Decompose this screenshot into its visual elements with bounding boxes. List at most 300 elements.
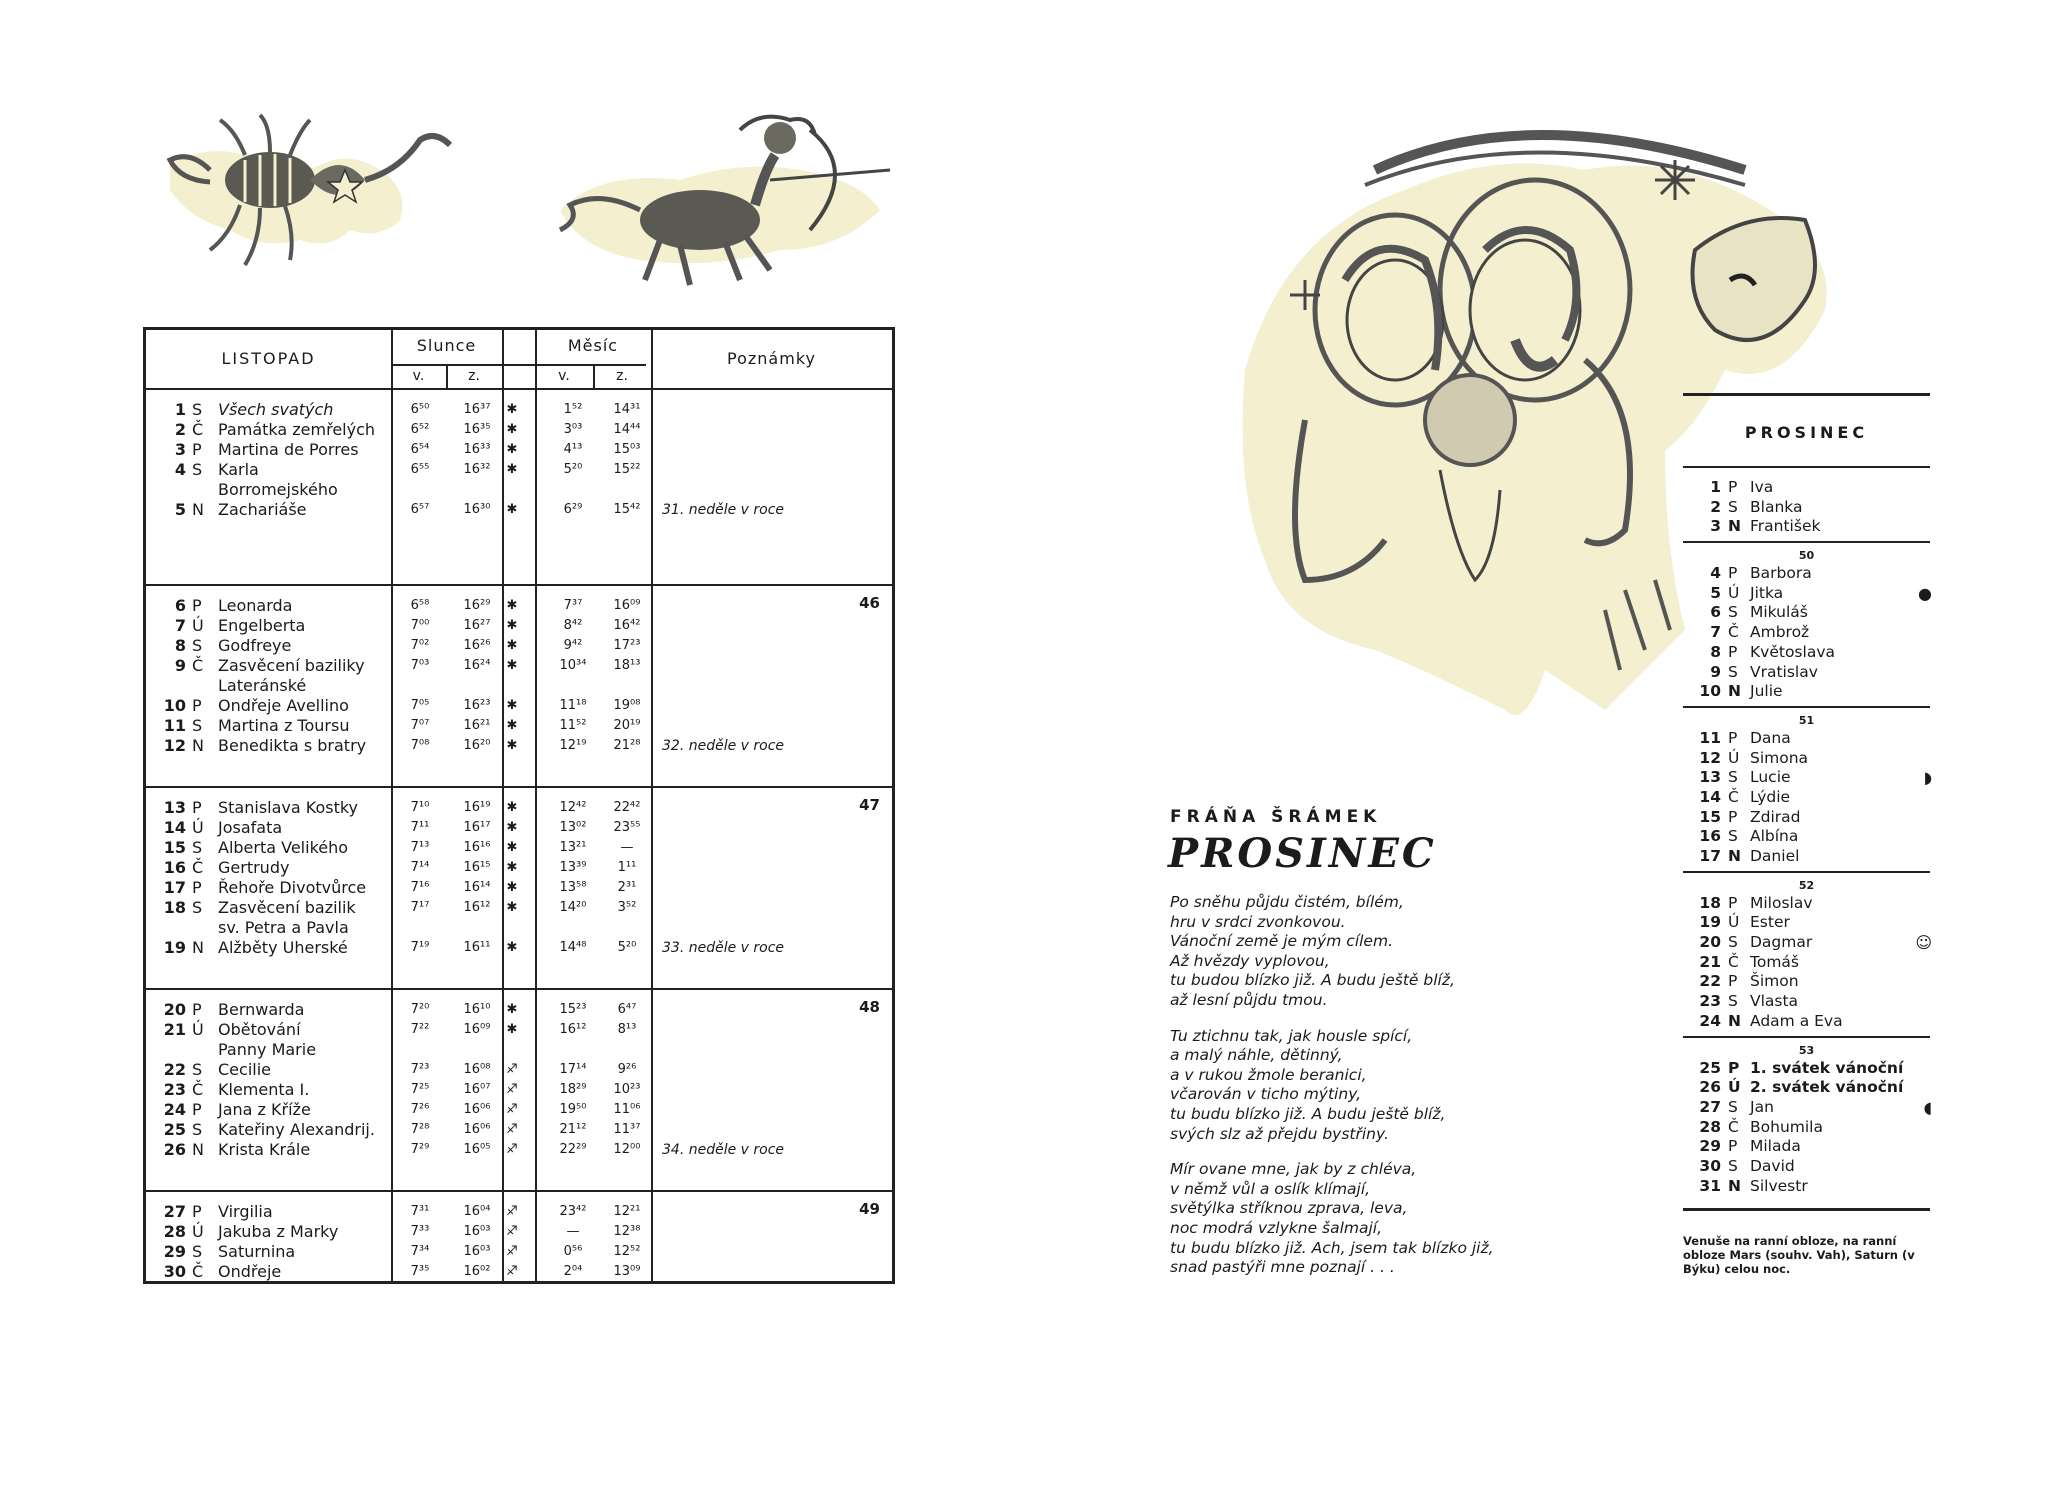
moonset: 16⁴² (613, 618, 641, 633)
weekday-letter: S (192, 838, 203, 857)
weekday-letter: Ú (192, 1020, 204, 1039)
weekday-letter: S (192, 1060, 203, 1079)
moonrise: 23⁴² (559, 1204, 587, 1219)
week-block (146, 1196, 892, 1284)
sunrise: 7¹⁷ (410, 900, 430, 915)
day-number: 29 (163, 1242, 186, 1261)
moonrise: — (566, 1224, 580, 1239)
day-row (146, 898, 892, 918)
poem-line: světýlka stříknou zprava, leva, (1170, 1199, 1408, 1218)
sunrise: 7²⁸ (410, 1122, 430, 1137)
zodiac-sign-icon: ♐ (506, 1102, 518, 1117)
moonset: 6⁴⁷ (617, 1002, 637, 1017)
day-number: 19 (1699, 913, 1721, 932)
day-row (1683, 788, 1930, 808)
moonset: 19⁰⁸ (613, 698, 641, 713)
week-block (146, 590, 892, 792)
moonrise: 19⁵⁰ (559, 1102, 587, 1117)
name-day: Bohumila (1750, 1117, 1823, 1136)
zodiac-sign-icon: ♐ (506, 1264, 518, 1279)
moonrise: 13⁵⁸ (559, 880, 587, 895)
moonrise: 8⁴² (563, 618, 583, 633)
day-number: 8 (1710, 642, 1721, 661)
weekday-letter: Ú (192, 818, 204, 837)
day-row (1683, 808, 1930, 828)
moonset: 15⁰³ (613, 442, 641, 457)
sunrise: 7¹³ (410, 840, 430, 855)
moonrise: 13⁰² (559, 820, 587, 835)
sunrise: 7³⁴ (410, 1244, 430, 1259)
saint-name: Ondřeje (218, 1262, 282, 1281)
moonset: 15⁴² (613, 502, 641, 517)
poem-title: PROSINEC (1168, 830, 1437, 877)
moonset: 12⁰⁰ (613, 1142, 641, 1157)
day-row (146, 798, 892, 818)
calendar-bottom-rule (1683, 1208, 1930, 1211)
name-day: Barbora (1750, 564, 1812, 583)
saint-name: Krista Krále (218, 1140, 311, 1159)
moonset: 9²⁶ (617, 1062, 637, 1077)
moonrise: 14⁴⁸ (559, 940, 587, 955)
day-number: 11 (163, 716, 186, 735)
sunrise: 6⁵⁰ (410, 402, 430, 417)
name-day: Iva (1750, 478, 1774, 496)
sunrise: 7⁰⁰ (410, 618, 430, 633)
day-number: 10 (1699, 682, 1721, 701)
name-day: Milada (1750, 1137, 1801, 1156)
moonset: 14³¹ (613, 402, 641, 417)
day-row (146, 1242, 892, 1262)
sunrise: 7⁰³ (410, 658, 430, 673)
day-row (1683, 478, 1930, 498)
day-row (146, 1120, 892, 1140)
moonset: — (620, 840, 634, 855)
weekday-letter: P (192, 596, 202, 615)
zodiac-sign-icon: ✱ (506, 738, 518, 753)
moonrise: 6²⁹ (563, 502, 583, 517)
day-row (146, 1262, 892, 1282)
moonrise: 3⁰³ (563, 422, 583, 437)
day-row (146, 736, 892, 756)
day-number: 30 (1699, 1156, 1721, 1175)
moonset: 21²⁸ (613, 738, 641, 753)
day-number: 28 (1699, 1117, 1721, 1136)
day-row (146, 480, 892, 500)
day-number: 30 (163, 1262, 186, 1281)
sunset: 16⁰³ (463, 1244, 491, 1259)
day-number: 16 (1699, 827, 1721, 846)
day-number: 15 (163, 838, 186, 857)
saint-name: Jana z Kříže (218, 1100, 311, 1119)
week-divider (146, 584, 892, 586)
weekday-letter: S (192, 1120, 203, 1139)
poem-line: Po sněhu půjdu čistém, bílém, (1170, 893, 1404, 911)
name-day: Daniel (1750, 847, 1800, 865)
weekday-letter: S (1728, 827, 1738, 846)
name-day: Lýdie (1750, 787, 1791, 806)
weekday-letter: Ú (192, 616, 204, 635)
weekday-letter: S (192, 1242, 203, 1261)
day-row (1683, 913, 1930, 933)
sunset: 16⁰² (463, 1264, 491, 1279)
name-day: Albína (1750, 827, 1799, 846)
weekday-letter: Ú (1728, 583, 1740, 602)
day-row (146, 1222, 892, 1242)
saint-name: Leonarda (218, 596, 293, 615)
day-row (1683, 729, 1930, 749)
sunset: 16⁰⁹ (463, 1022, 491, 1037)
sunset: 16⁰⁷ (463, 1082, 491, 1097)
day-row (146, 420, 892, 440)
day-row (146, 616, 892, 636)
sunrise: 6⁵⁸ (410, 598, 430, 613)
day-number: 12 (1699, 748, 1721, 767)
weekday-letter: Ú (1728, 748, 1740, 767)
day-row (1683, 847, 1930, 867)
weekday-letter: N (1728, 1011, 1741, 1030)
week-number: 48 (859, 998, 880, 1016)
moonrise: 21¹² (559, 1122, 587, 1137)
name-day: Silvestr (1750, 1176, 1808, 1195)
sunday-note: 32. neděle v roce (662, 738, 785, 754)
moonrise: 7³⁷ (563, 598, 583, 613)
poem-line: v němž vůl a oslík klímají, (1170, 1179, 1371, 1198)
sunset: 16²⁷ (463, 618, 491, 633)
sunrise: 6⁵⁷ (410, 502, 430, 517)
day-row (1683, 682, 1930, 702)
sunset: 16¹⁰ (463, 1002, 491, 1017)
poem-line: a malý náhle, dětinný, (1170, 1046, 1343, 1065)
day-row (1683, 623, 1930, 643)
day-number: 5 (1710, 583, 1721, 602)
moonset: 12⁵² (613, 1244, 641, 1259)
name-day: František (1750, 517, 1821, 536)
weekday-letter: P (192, 1000, 202, 1019)
day-number: 13 (1699, 768, 1721, 787)
weekday-letter: Č (1728, 952, 1739, 971)
sunrise: 7⁰⁵ (410, 698, 430, 713)
weekday-letter: P (192, 696, 202, 715)
sunrise: 7¹⁹ (410, 940, 430, 955)
day-number: 7 (174, 616, 186, 635)
weekday-letter: P (192, 798, 202, 817)
weekday-letter: Č (192, 1080, 204, 1099)
moonset: 23⁵⁵ (613, 820, 641, 835)
saint-name: Bernwarda (218, 1000, 305, 1019)
moonrise: 12¹⁹ (559, 738, 587, 753)
december-calendar (1683, 393, 1930, 1211)
zodiac-sign-icon: ✱ (506, 462, 518, 477)
poem-line: hru v srdci zvonkovou. (1170, 912, 1346, 931)
name-day: Ambrož (1750, 623, 1810, 642)
week-number: 49 (859, 1200, 880, 1218)
day-row (146, 1100, 892, 1120)
saint-name: Obětování (218, 1020, 301, 1039)
day-number: 25 (1699, 1058, 1721, 1077)
moonrise: 9⁴² (563, 638, 583, 653)
sunset: 16¹⁴ (463, 880, 491, 895)
day-row (146, 676, 892, 696)
moonrise: 11¹⁸ (559, 698, 587, 713)
weekday-letter: S (1728, 603, 1738, 622)
day-row (1683, 894, 1930, 914)
sunset: 16³⁷ (463, 402, 491, 417)
day-row (146, 400, 892, 420)
sunset: 16⁰⁴ (463, 1204, 491, 1219)
weekday-letter: P (1728, 728, 1738, 747)
name-day: Vlasta (1750, 992, 1799, 1011)
saint-name: Klementa I. (218, 1080, 310, 1099)
moonrise: 12⁴² (559, 800, 587, 815)
zodiac-sign-icon: ✱ (506, 840, 518, 855)
day-row (146, 1060, 892, 1080)
sunrise: 7⁰⁸ (410, 738, 430, 753)
sunrise: 7³¹ (410, 1204, 430, 1219)
day-row (1683, 1137, 1930, 1157)
zodiac-sign-icon: ✱ (506, 1002, 518, 1017)
day-number: 23 (1699, 992, 1721, 1011)
day-row (1683, 1177, 1930, 1197)
day-row (1683, 768, 1930, 788)
moonrise: 16¹² (559, 1022, 587, 1037)
moonrise: 2⁰⁴ (563, 1264, 583, 1279)
zodiac-sign-icon: ✱ (506, 618, 518, 633)
sunset: 16⁰⁵ (463, 1142, 491, 1157)
zodiac-sign-icon: ✱ (506, 658, 518, 673)
day-row (1683, 1078, 1930, 1098)
weekday-letter: P (1728, 972, 1738, 991)
name-day: Mikuláš (1750, 603, 1808, 622)
day-number: 24 (163, 1100, 186, 1119)
scorpio-icon (150, 110, 490, 280)
weekday-letter: N (192, 736, 204, 755)
saint-name: Martina de Porres (218, 440, 359, 459)
zodiac-sign-icon: ♐ (506, 1224, 518, 1239)
day-number: 11 (1699, 728, 1721, 747)
day-row (1683, 1059, 1930, 1079)
zodiac-sign-icon: ✱ (506, 880, 518, 895)
moon-phase-icon: ◖ (1923, 1097, 1932, 1117)
weekday-letter: S (1728, 1156, 1738, 1175)
sunset: 16³³ (463, 442, 491, 457)
zodiac-sign-icon: ✱ (506, 442, 518, 457)
poem-line: Mír ovane mne, jak by z chléva, (1170, 1160, 1417, 1179)
saint-name: Josafata (218, 818, 283, 837)
zodiac-sign-icon: ✱ (506, 598, 518, 613)
day-number: 20 (163, 1000, 186, 1019)
moonset: 15²² (613, 462, 641, 477)
sunset: 16²³ (463, 698, 491, 713)
saint-name: Jakuba z Marky (218, 1222, 339, 1241)
weekday-letter: P (1728, 1058, 1740, 1077)
name-day: Zdirad (1750, 807, 1801, 826)
day-number: 29 (1699, 1137, 1721, 1156)
day-number: 6 (174, 596, 186, 615)
day-number: 27 (163, 1202, 186, 1221)
day-number: 10 (163, 696, 186, 715)
day-number: 4 (1710, 564, 1721, 583)
sunset: 16²⁰ (463, 738, 491, 753)
day-row (146, 1020, 892, 1040)
day-row (146, 918, 892, 938)
moonset: 3⁵² (617, 900, 637, 915)
weekday-letter: N (1728, 847, 1741, 865)
day-number: 2 (174, 420, 186, 439)
week-number: 52 (1798, 878, 1815, 892)
day-row (1683, 603, 1930, 623)
poem-body (1170, 893, 1650, 1294)
day-row (1683, 517, 1930, 537)
zodiac-sign-icon: ✱ (506, 900, 518, 915)
moonset: 22⁴² (613, 800, 641, 815)
sunrise: 7²⁹ (410, 1142, 430, 1157)
poem-line: snad pastýři mne poznají . . . (1170, 1258, 1395, 1277)
weekday-letter: Č (192, 1262, 204, 1281)
saint-name: Benedikta s bratry (218, 736, 367, 755)
zodiac-sign-icon: ✱ (506, 422, 518, 437)
day-row (146, 716, 892, 736)
zodiac-sign-icon: ✱ (506, 502, 518, 517)
moonset: 5²⁰ (617, 940, 637, 955)
weekday-letter: P (1728, 478, 1738, 496)
day-number: 6 (1710, 603, 1721, 622)
moonset: 14⁴⁴ (613, 422, 641, 437)
week-number: 46 (859, 594, 880, 612)
poem-line: svých slz až přejdu bystřiny. (1170, 1124, 1389, 1143)
day-row (146, 440, 892, 460)
weekday-letter: S (192, 636, 203, 655)
month-title: LISTOPAD (221, 349, 316, 368)
sunset: 16⁰⁶ (463, 1102, 491, 1117)
saint-name: Zasvěcení baziliky (218, 656, 365, 675)
day-row (1683, 643, 1930, 663)
day-number: 12 (163, 736, 186, 755)
day-number: 17 (1699, 847, 1721, 865)
name-day: Jan (1750, 1097, 1774, 1116)
day-number: 15 (1699, 807, 1721, 826)
week-block (1683, 466, 1930, 541)
moonset: 17²³ (613, 638, 641, 653)
weekday-letter: P (1728, 1137, 1738, 1156)
day-row (1683, 1118, 1930, 1138)
weekday-letter: S (1728, 933, 1738, 952)
weekday-letter: P (1728, 642, 1738, 661)
week-block (146, 792, 892, 994)
weekday-letter: Č (192, 656, 204, 675)
day-row (1683, 749, 1930, 769)
zodiac-sign-icon: ✱ (506, 800, 518, 815)
day-number: 2 (1710, 497, 1721, 516)
saint-name: Zasvěcení bazilik (218, 898, 356, 917)
sunset: 16¹² (463, 900, 491, 915)
sunrise: 7¹⁶ (410, 880, 430, 895)
sunday-note: 33. neděle v roce (662, 940, 785, 956)
moon-header: Měsíc (567, 336, 619, 355)
saint-name: Kateřiny Alexandrij. (218, 1120, 375, 1139)
saint-name: Panny Marie (218, 1040, 317, 1059)
sunrise: 7³⁵ (410, 1264, 430, 1279)
moonrise: 13²¹ (559, 840, 587, 855)
zodiac-sign-icon: ♐ (506, 1244, 518, 1259)
moon-set-header: z. (616, 368, 628, 384)
name-day: Šimon (1750, 972, 1799, 991)
saint-name: Martina z Toursu (218, 716, 350, 735)
weekday-letter: S (1728, 497, 1738, 516)
name-day: Blanka (1750, 497, 1803, 516)
poem-line: Až hvězdy vyplovou, (1170, 951, 1330, 970)
day-row (146, 1202, 892, 1222)
day-row (146, 1140, 892, 1160)
name-day: 1. svátek vánoční (1750, 1058, 1904, 1077)
zodiac-sign-icon: ♐ (506, 1082, 518, 1097)
sunrise: 6⁵⁵ (410, 462, 430, 477)
zodiac-sign-icon: ♐ (506, 1122, 518, 1137)
poem-line: tu budu blízko již. A budu ještě blíž, (1170, 1104, 1446, 1123)
moonrise: 11⁵² (559, 718, 587, 733)
saint-name: Cecilie (218, 1060, 271, 1079)
day-row (1683, 972, 1930, 992)
poem-line: včarován v ticho mýtiny, (1170, 1085, 1362, 1104)
weekday-letter: P (1728, 564, 1738, 583)
weekday-letter: Ú (1728, 913, 1740, 932)
name-day: Lucie (1750, 768, 1791, 787)
day-row (146, 818, 892, 838)
saint-name: Ondřeje Avellino (218, 696, 349, 715)
poem-stanza (1170, 893, 1650, 1011)
day-number: 3 (174, 440, 186, 459)
day-row (146, 460, 892, 480)
day-number: 14 (163, 818, 186, 837)
sunset: 16²⁹ (463, 598, 491, 613)
sunrise: 7²⁶ (410, 1102, 430, 1117)
name-day: 2. svátek vánoční (1750, 1078, 1904, 1097)
saint-name: sv. Petra a Pavla (218, 918, 349, 937)
moonset: 1¹¹ (617, 860, 637, 875)
sunset: 16¹⁹ (463, 800, 491, 815)
sunset: 16³⁵ (463, 422, 491, 437)
sunrise: 6⁵² (410, 422, 430, 437)
weekday-letter: S (192, 898, 203, 917)
zodiac-sign-icon: ✱ (506, 860, 518, 875)
moonrise: 1⁵² (563, 402, 583, 417)
zodiac-sign-icon: ♐ (506, 1142, 518, 1157)
sunrise: 7²³ (410, 1062, 430, 1077)
day-row (146, 636, 892, 656)
sunrise: 7²⁰ (410, 1002, 430, 1017)
zodiac-sign-icon: ♐ (506, 1204, 518, 1219)
day-row (1683, 1098, 1930, 1118)
sagittarius-icon (540, 110, 900, 290)
saint-name: Všech svatých (218, 400, 334, 419)
day-number: 26 (163, 1140, 186, 1159)
moonrise: 10³⁴ (559, 658, 587, 673)
weekday-letter: S (1728, 662, 1738, 681)
day-row (1683, 827, 1930, 847)
weekday-letter: P (192, 440, 202, 459)
name-day: Simona (1750, 748, 1809, 767)
day-number: 27 (1699, 1097, 1721, 1116)
day-row (146, 838, 892, 858)
zodiac-sign-icon: ✱ (506, 820, 518, 835)
week-block (1683, 871, 1930, 1036)
sun-set-header: z. (468, 368, 480, 384)
day-row (146, 938, 892, 958)
saint-name: Karla (218, 460, 259, 479)
day-number: 20 (1699, 933, 1721, 952)
weekday-letter: P (192, 1202, 202, 1221)
week-number: 53 (1798, 1043, 1815, 1057)
saint-name: Borromejského (218, 480, 338, 499)
